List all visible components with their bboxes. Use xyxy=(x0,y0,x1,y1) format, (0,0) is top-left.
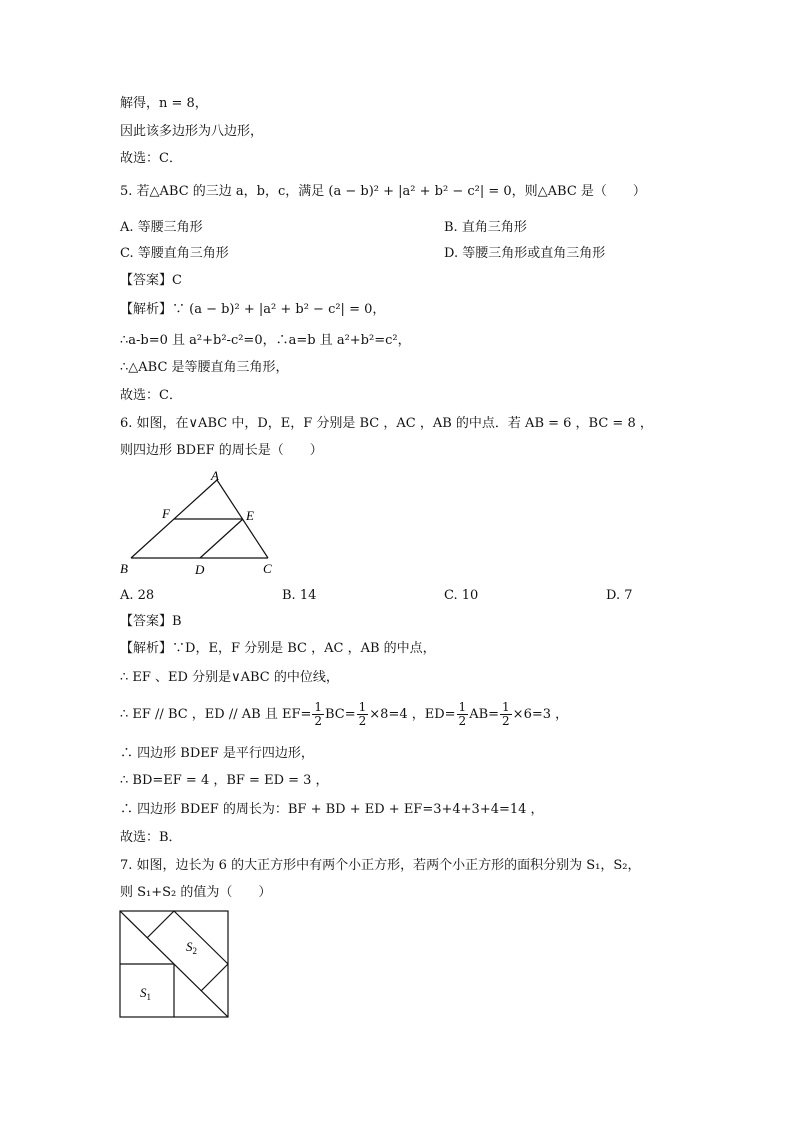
label-c: C xyxy=(263,561,272,576)
q6-solution: ∴ EF 、ED 分别是∨ABC 的中位线， xyxy=(120,670,339,685)
inner-square-s2-edge xyxy=(201,964,228,991)
question-6: 则四边形 BDEF 的周长是（ ） xyxy=(120,443,323,458)
q6-option-b: B. 14 xyxy=(282,588,317,603)
q6-solution: ∴ 四边形 BDEF 是平行四边形， xyxy=(120,746,314,761)
question-5: 5. 若△ABC 的三边 a，b，c，满足 (a − b)² + |a² + b² − c²| = 0，则△ABC 是（ ） xyxy=(120,184,646,199)
fraction-half: $\frac{1}{2}$ xyxy=(314,700,322,728)
q5-option-a: A. 等腰三角形 xyxy=(120,220,203,235)
q6-option-d: D. 7 xyxy=(606,588,633,603)
q6-solution-fractions xyxy=(120,700,568,730)
q5-option-d: D. 等腰三角形或直角三角形 xyxy=(444,246,606,261)
label-d: D xyxy=(195,562,205,577)
q5-answer: 【答案】C xyxy=(120,273,182,288)
label-e: E xyxy=(246,508,254,523)
q6-solution-prefix: 【解析】 xyxy=(120,641,173,656)
q5-option-c: C. 等腰直角三角形 xyxy=(120,246,229,261)
segment-ed xyxy=(200,519,243,558)
inner-square-s2-edge xyxy=(174,911,228,964)
q6-solution-part: ×8=4 ，ED= xyxy=(369,707,456,722)
label-f: F xyxy=(162,506,170,521)
inner-square-s2-edge xyxy=(147,911,174,938)
label-s1: $S_1$ xyxy=(140,985,151,1002)
q6-solution: ∴ 四边形 BDEF 的周长为：BF + BD + ED + EF=3+4+3+4=14 ， xyxy=(120,802,544,817)
q6-solution: ∴ BD=EF = 4 ，BF = ED = 3 ， xyxy=(120,773,329,788)
label-s2: $S_2$ xyxy=(186,939,197,956)
fraction-half: $\frac{1}{2}$ xyxy=(502,700,510,728)
q6-solution-part: ∴ EF // BC ，ED // AB 且 EF= xyxy=(120,707,312,722)
q5-solution: ∴a-b=0 且 a²+b²-c²=0，∴a=b 且 a²+b²=c²， xyxy=(120,333,411,348)
q6-solution-part: BC= xyxy=(325,707,356,722)
label-a: A xyxy=(211,468,219,483)
q5-solution: ∴△ABC 是等腰直角三角形， xyxy=(120,360,289,375)
solution-line: 故选：C． xyxy=(120,151,182,166)
q6-option-a: A. 28 xyxy=(120,588,155,603)
q5-solution: 故选：C． xyxy=(120,388,182,403)
q6-solution xyxy=(120,639,436,659)
fraction-half: $\frac{1}{2}$ xyxy=(458,700,467,728)
q5-solution: 【解析】∵ (a − b)² + |a² + b² − c²| = 0， xyxy=(120,302,386,317)
q6-solution-part: AB= xyxy=(469,707,500,722)
question-6: 6. 如图，在∨ABC 中，D，E，F 分别是 BC ，AC ，AB 的中点．若 AB = 6 ，BC = 8 ， xyxy=(120,416,653,431)
q6-solution-part: ×6=3 ， xyxy=(512,707,569,722)
square-figure xyxy=(118,909,232,1021)
because-icon: ∵ xyxy=(172,641,186,656)
fraction-half: $\frac{1}{2}$ xyxy=(358,700,367,728)
q5-option-b: B. 直角三角形 xyxy=(444,220,527,235)
question-7: 7. 如图，边长为 6 的大正方形中有两个小正方形，若两个小正方形的面积分别为 S₁，S₂， xyxy=(120,858,641,873)
q6-solution-text: D，E，F 分别是 BC ，AC ，AB 的中点， xyxy=(185,641,436,656)
solution-line: 因此该多边形为八边形， xyxy=(120,124,264,139)
q6-solution: 故选：B． xyxy=(120,830,182,845)
triangle-figure xyxy=(116,466,286,578)
label-b: B xyxy=(120,561,128,576)
q6-answer: 【答案】B xyxy=(120,614,182,629)
question-7: 则 S₁+S₂ 的值为（ ） xyxy=(120,885,272,900)
q6-option-c: C. 10 xyxy=(444,588,479,603)
solution-line: 解得，n = 8， xyxy=(120,96,208,111)
